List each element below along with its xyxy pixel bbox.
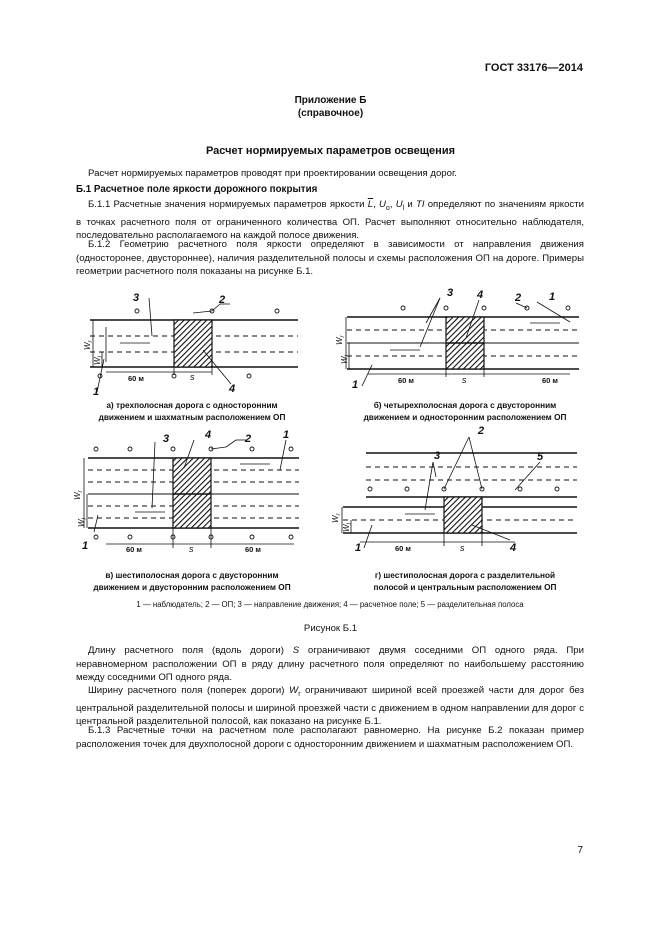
s-a: s [190, 372, 195, 382]
paragraph-b1-3: Б.1.3 Расчетные точки на расчетном поле располагают равномерно. На рисунке Б.2 показан пример расположения точек для двухполосной дороги с односторонним движением и шахматным расположением ОП. [76, 725, 584, 750]
dist-a: 60 м [128, 374, 144, 383]
label-1b-c: 1 [82, 540, 89, 552]
intro-paragraph: Расчет нормируемых параметров проводят при проектировании освещения дорог. [88, 168, 457, 179]
wl-b: $W_l$ [340, 355, 351, 364]
subsection-heading: Б.1 Расчетное поле яркости дорожного покрытия [76, 184, 318, 195]
appendix-title: Приложение Б [294, 95, 367, 106]
dist-b2: 60 м [542, 376, 558, 385]
section-title: Расчет нормируемых параметров освещения [205, 145, 455, 157]
label-3-c: 3 [163, 433, 170, 445]
wl-d: $W_l$ [342, 523, 353, 532]
caption-d: г) шестиполосная дорога с разделительной полосой и центральным расположением ОП [373, 570, 557, 592]
label-4-b: 4 [477, 289, 484, 301]
page-number: 7 [577, 845, 583, 856]
paragraph-width: Ширину расчетного поля (поперек дороги) $W_r$ ограничивают шириной всей проезжей части для дорог без центральной разделительной полосы и шириной проезжей части с движением в одном направлении для дорог с центральной разделительной полосой, как показано на рисунке Б.1. [76, 685, 584, 728]
label-3-a: 3 [133, 292, 140, 304]
label-2-a: 2 [219, 294, 226, 306]
figure-b1 [0, 280, 661, 600]
wr-d: $W_r$ [331, 513, 342, 523]
figure-title: Рисунок Б.1 [303, 623, 358, 634]
label-2-b: 2 [515, 292, 522, 304]
dist-b1: 60 м [398, 376, 414, 385]
wr-c: $W_r$ [73, 490, 84, 500]
s-c: s [189, 544, 194, 554]
s-d: s [460, 543, 465, 553]
wr-b: $W_r$ [335, 335, 346, 345]
dist-c2: 60 м [245, 545, 261, 554]
label-1-b: 1 [549, 291, 556, 303]
paragraph-length: Длину расчетного поля (вдоль дороги) S ограничивают двумя соседними ОП одного ряда. При неравномерном расположении ОП в ряду длину расчетного поля определяют по наибольшему расстоянию между соседними ОП одного ряда. [76, 645, 584, 684]
appendix-subtitle: (справочное) [297, 108, 364, 119]
label-5-d: 5 [537, 451, 544, 463]
label-4-d: 4 [510, 542, 517, 554]
label-4-a: 4 [229, 383, 236, 395]
label-1-a: 1 [93, 386, 100, 398]
wl-c: $W_l$ [77, 518, 88, 527]
standard-number: ГОСТ 33176—2014 [484, 62, 583, 74]
label-3-d: 3 [434, 450, 441, 462]
figure-legend: 1 — наблюдатель; 2 — ОП; 3 — направление движения; 4 — расчетное поле; 5 — разделительная полоса [136, 600, 524, 609]
s-b: s [462, 375, 467, 385]
label-4-c: 4 [205, 429, 212, 441]
caption-b: б) четырехполосная дорога с двусторонним движением и односторонним расположением ОП [363, 400, 567, 422]
label-2-d: 2 [478, 425, 485, 437]
label-2-c: 2 [245, 433, 252, 445]
label-1-d: 1 [355, 542, 362, 554]
dist-c1: 60 м [126, 545, 142, 554]
caption-c: в) шестиполосная дорога с двусторонним движением и двусторонним расположением ОП [93, 570, 291, 592]
label-3-b: 3 [447, 287, 454, 299]
dist-d: 60 м [395, 544, 411, 553]
paragraph-b1-1: Б.1.1 Расчетные значения нормируемых параметров яркости $\overline{L}$, $U_o$, $U_l$ и TI определяют по значениям яркости в точках расчетного поля от ограниченного количества ОП. Расчет выполняют относительно наблюдателя, последовательно располагаемого на каждой полосе движения. [76, 199, 584, 242]
paragraph-b1-2: Б.1.2 Геометрию расчетного поля яркости определяют в зависимости от направления движения (односторонее, двустороннее), наличия разделительной полосы и схемы расположения ОП на дороге. Примеры геометрии расчетного поля показаны на рисунке Б.1. [76, 239, 584, 278]
label-1b-b: 1 [352, 379, 359, 391]
caption-a: а) трехполосная дорога с односторонним движением и шахматным расположением ОП [98, 400, 286, 422]
wl-a: $W_l$ [93, 356, 104, 365]
wr-a: $W_r$ [83, 340, 94, 350]
diagram-c [84, 440, 299, 548]
label-1-c: 1 [283, 429, 290, 441]
diagram-b [346, 298, 579, 386]
